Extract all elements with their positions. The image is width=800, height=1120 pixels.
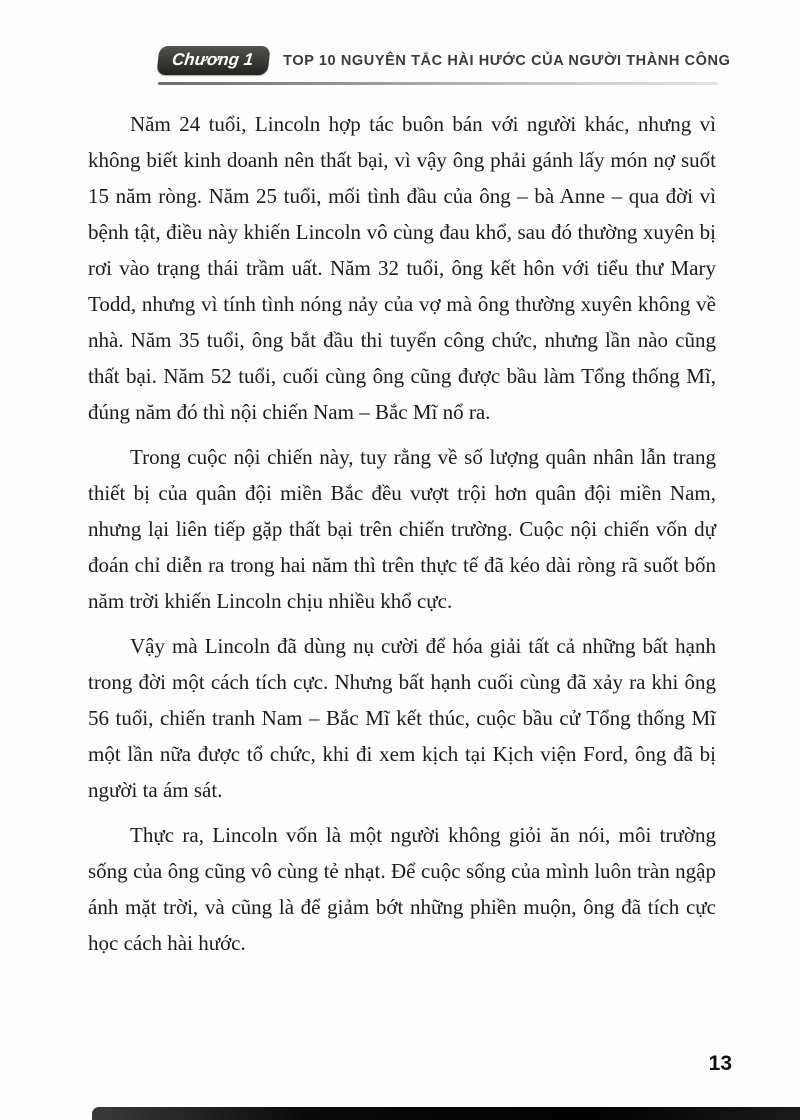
paragraph: Trong cuộc nội chiến này, tuy rằng về số lượng quân nhân lẫn trang thiết bị của quân đội miền Bắc đều vượt trội hơn quân đội miền Nam, nhưng lại liên tiếp gặp thất bại trên chiến trường. Cuộc nội chiến vốn dự đoán chỉ diễn ra trong hai năm thì trên thực tế đã kéo dài ròng rã suốt bốn năm trời khiến Lincoln chịu nhiều khổ cực. <box>88 445 716 613</box>
page-number: 13 <box>708 1052 732 1075</box>
page-scan-edge <box>92 1107 800 1120</box>
paragraph: Vậy mà Lincoln đã dùng nụ cười để hóa giải tất cả những bất hạnh trong đời một cách tích cực. Nhưng bất hạnh cuối cùng đã xảy ra khi ông 56 tuổi, chiến tranh Nam – Bắc Mĩ kết thúc, cuộc bầu cử Tổng thống Mĩ một lần nữa được tổ chức, khi đi xem kịch tại Kịch viện Ford, ông đã bị người ta ám sát. <box>88 634 716 802</box>
paragraph: Năm 24 tuổi, Lincoln hợp tác buôn bán với người khác, nhưng vì không biết kinh doanh nên thất bại, vì vậy ông phải gánh lấy món nợ suốt 15 năm ròng. Năm 25 tuổi, mối tình đầu của ông – bà Anne – qua đời vì bệnh tật, điều này khiến Lincoln vô cùng đau khổ, sau đó thường xuyên bị rơi vào trạng thái trầm uất. Năm 32 tuổi, ông kết hôn với tiểu thư Mary Todd, nhưng vì tính tình nóng nảy của vợ mà ông thường xuyên không về nhà. Năm 35 tuổi, ông bắt đầu thi tuyển công chức, nhưng lần nào cũng thất bại. Năm 52 tuổi, cuối cùng ông cũng được bầu làm Tổng thống Mĩ, đúng năm đó thì nội chiến Nam – Bắc Mĩ nổ ra. <box>88 112 716 424</box>
chapter-header <box>158 46 731 85</box>
chapter-title: TOP 10 NGUYÊN TẮC HÀI HƯỚC CỦA NGƯỜI THÀNH CÔNG <box>283 52 731 69</box>
paragraph: Thực ra, Lincoln vốn là một người không giỏi ăn nói, môi trường sống của ông cũng vô cùng tẻ nhạt. Để cuộc sống của mình luôn tràn ngập ánh mặt trời, và cũng là để giảm bớt những phiền muộn, ông đã tích cực học cách hài hước. <box>88 823 716 955</box>
body-text <box>88 106 716 970</box>
header-divider <box>158 82 718 85</box>
chapter-header-row <box>158 46 731 75</box>
chapter-badge: Chương 1 <box>156 46 270 75</box>
